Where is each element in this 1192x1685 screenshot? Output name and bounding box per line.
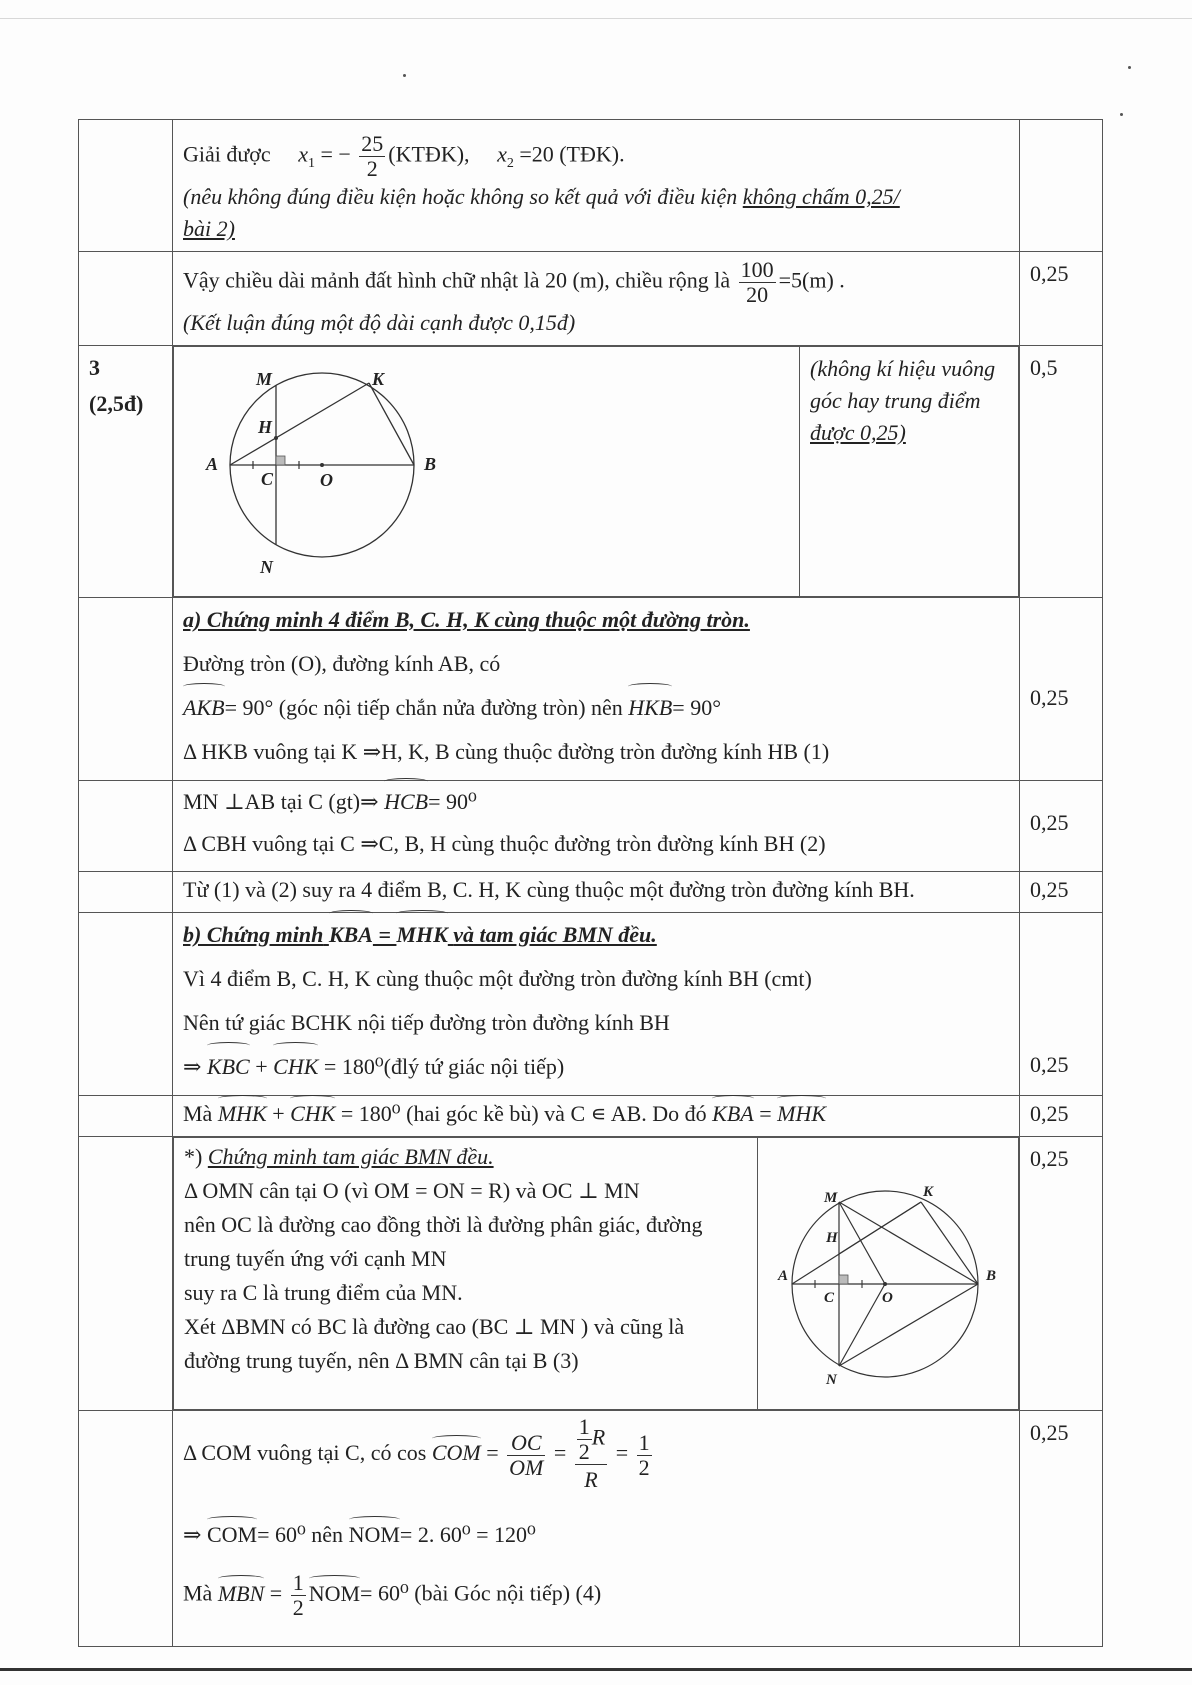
scan-edge-top	[0, 18, 1192, 19]
content-cell: Từ (1) và (2) suy ra 4 điểm B, C. H, K cùng thuộc một đường tròn đường kính BH.	[173, 872, 1020, 913]
content-cell: Δ COM vuông tại C, có cos COM = $\frac{OC}{OM}$ = $\frac{1}{2}$ R R = $\frac{1}{2}$ ⇒ COM= 60⁰ nên NOM= 2. 60⁰ = 120⁰ Mà MBN = $\frac{1}{2}$ NOM= 60⁰ (bài Góc nội tiếp) (4)	[173, 1411, 1020, 1647]
geometry-figure-2	[768, 1144, 1008, 1394]
table-row	[79, 913, 1103, 1096]
score-value: 0,25	[1030, 1052, 1069, 1077]
table-row	[79, 120, 1103, 252]
table-row	[79, 1137, 1103, 1411]
angle-akb: AKB	[183, 686, 225, 730]
question-cell	[79, 1411, 173, 1647]
x1-fraction: $\frac{25}{2}$	[361, 131, 384, 181]
score-value: 0,25	[1030, 1146, 1069, 1171]
content-cell: MN ⊥AB tại C (gt)⇒ HCB= 90⁰ Δ CBH vuông tại C ⇒C, B, H cùng thuộc đường tròn đường kính BH (2)	[173, 781, 1020, 872]
table-row	[79, 252, 1103, 346]
content-cell	[173, 120, 1020, 252]
score-value: 0,5	[1020, 346, 1103, 598]
proof-text-cell: *) Chứng minh tam giác BMN đều. Δ OMN cân tại O (vì OM = ON = R) và OC ⊥ MN nên OC là đường cao đồng thời là đường phân giác, đường trung tuyến ứng với cạnh MN suy ra C là trung điểm của MN. Xét ΔBMN có BC là đường cao (BC ⊥ MN ) và cũng là đường trung tuyến, nên Δ BMN cân tại B (3)	[174, 1138, 758, 1410]
angle-hcb: HCB	[384, 781, 428, 823]
solution-line	[183, 132, 1009, 181]
question-cell	[79, 913, 173, 1096]
score-value: 0,25	[1030, 1420, 1069, 1445]
scan-speck	[403, 74, 406, 77]
content-cell	[173, 346, 1020, 598]
svg-text:H: H	[826, 1230, 838, 1246]
table-row	[79, 1096, 1103, 1137]
question-cell	[79, 872, 173, 913]
content-cell	[173, 252, 1020, 346]
table-row	[79, 1411, 1103, 1647]
label-c: C	[261, 469, 274, 489]
svg-text:O: O	[882, 1290, 893, 1306]
table-row	[79, 346, 1103, 598]
right-angle-mark	[276, 456, 285, 465]
label-h: H	[258, 417, 273, 437]
score-value: 0,25	[1030, 685, 1069, 710]
figure-cell	[174, 347, 800, 597]
score-value: 0,25	[1030, 877, 1069, 902]
question-cell	[79, 346, 173, 598]
question-cell	[79, 1096, 173, 1137]
question-points: (2,5đ)	[89, 391, 144, 416]
table-row	[79, 598, 1103, 781]
score-value: 0,25	[1020, 252, 1103, 346]
part-b-heading: b) Chứng minh KBA = MHK và tam giác BMN đều.	[183, 913, 1009, 957]
content-cell: b) Chứng minh KBA = MHK và tam giác BMN đều. Vì 4 điểm B, C. H, K cùng thuộc một đường tròn đường kính BH (cmt) Nên tứ giác BCHK nội tiếp đường tròn đường kính BH ⇒ KBC + CHK = 180⁰(đlý tứ giác nội tiếp)	[173, 913, 1020, 1096]
x2-subscript: 2	[506, 155, 514, 171]
grading-note: (Kết luận đúng một độ dài cạnh được 0,15đ)	[183, 310, 576, 335]
conclusion-line: Vậy chiều dài mảnh đất hình chữ nhật là 20 (m), chiều rộng là $\frac{100}{20}$ =5(m) .	[183, 257, 845, 307]
content-cell: Mà MHK + CHK = 180⁰ (hai góc kề bù) và C ∊ AB. Do đó KBA = MHK	[173, 1096, 1020, 1137]
label-o: O	[320, 470, 333, 490]
figure-cell	[758, 1138, 1019, 1410]
geometry-figure	[184, 353, 484, 581]
table-row	[79, 781, 1103, 872]
content-cell: a) Chứng minh 4 điểm B, C. H, K cùng thuộc một đường tròn. Đường tròn (O), đường kính AB, có AKB= 90° (góc nội tiếp chắn nửa đường tròn) nên HKB= 90° Δ HKB vuông tại K ⇒H, K, B cùng thuộc đường tròn đường kính HB (1)	[173, 598, 1020, 781]
question-cell	[79, 252, 173, 346]
scan-speck	[1128, 66, 1131, 69]
point-o	[320, 463, 324, 467]
table-row	[79, 872, 1103, 913]
question-cell	[79, 598, 173, 781]
grading-note-cont: bài 2)	[183, 216, 235, 241]
x1-variable: x	[298, 141, 308, 167]
svg-text:A: A	[778, 1268, 789, 1284]
label-a: A	[206, 454, 219, 474]
grading-note: (nêu không đúng điều kiện hoặc không so kết quả với điều kiện không chấm 0,25/	[183, 184, 900, 209]
svg-text:B: B	[986, 1268, 997, 1284]
figure-layout	[173, 346, 1019, 597]
scan-speck	[1120, 113, 1123, 116]
score-value: 0,25	[1030, 810, 1069, 835]
question-cell	[79, 1137, 173, 1411]
x1-note: (KTĐK),	[388, 141, 470, 167]
label-k: K	[372, 369, 385, 389]
x2-value: =20 (TĐK).	[519, 141, 625, 167]
label-n: N	[260, 557, 273, 577]
svg-text:M: M	[824, 1190, 838, 1206]
label-m: M	[256, 369, 273, 389]
width-fraction: $\frac{100}{20}$	[740, 257, 774, 307]
content-cell	[173, 1137, 1020, 1411]
cos-line: Δ COM vuông tại C, có cos COM = $\frac{OC}{OM}$ = $\frac{1}{2}$ R R = $\frac{1}{2}$	[183, 1414, 650, 1492]
figure-note-cell: (không kí hiệu vuông góc hay trung điểm được 0,25)	[800, 347, 1019, 597]
question-cell	[79, 781, 173, 872]
x1-sign: = −	[320, 141, 351, 167]
solve-label: Giải được	[183, 141, 271, 167]
question-number: 3	[89, 355, 100, 380]
scan-edge-bottom	[0, 1668, 1192, 1671]
score-cell	[1020, 120, 1103, 252]
score-value: 0,25	[1030, 1101, 1069, 1126]
segment-ak	[230, 383, 369, 465]
question-cell	[79, 120, 173, 252]
label-b: B	[424, 454, 437, 474]
segment-kb	[369, 383, 414, 465]
part-a-heading: a) Chứng minh 4 điểm B, C. H, K cùng thuộc một đường tròn.	[183, 607, 750, 632]
svg-text:C: C	[824, 1290, 835, 1306]
x2-variable: x	[497, 141, 507, 167]
answer-key-table	[78, 119, 1103, 1647]
point-h	[274, 436, 278, 440]
svg-text:K: K	[923, 1184, 934, 1200]
svg-text:N: N	[826, 1372, 837, 1388]
angle-hkb: HKB	[628, 686, 672, 730]
x1-subscript: 1	[307, 155, 315, 171]
